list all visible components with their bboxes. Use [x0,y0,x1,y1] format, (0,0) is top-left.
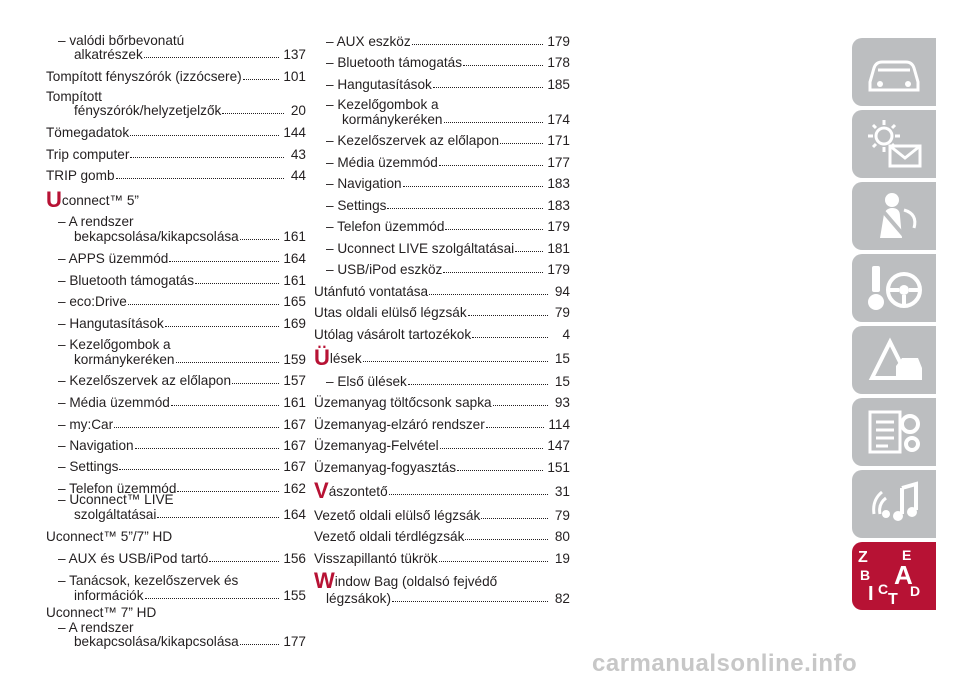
entry-text: Trip computer [46,147,130,162]
leader-dots [389,494,548,495]
page-number: 44 [290,168,306,183]
page-number: 177 [547,155,570,170]
leader-dots [468,315,548,316]
index-entry[interactable] [46,507,306,523]
page-number: 157 [283,373,306,388]
entry-text: – AUX eszköz [326,34,411,49]
entry-text: – Hangutasítások [326,77,432,92]
entry-text: – Hangutasítások [58,316,164,331]
index-entry[interactable] [46,551,306,567]
page-number: 114 [548,417,570,432]
leader-dots [240,644,280,645]
index-entry[interactable] [314,551,570,567]
page-number: 94 [554,284,570,299]
chapter-tab-lights-warnings[interactable] [852,110,936,178]
leader-dots [412,44,544,45]
entry-text: Tömegadatok [46,125,130,140]
car-icon [862,44,926,100]
page-number: 183 [547,198,570,213]
index-entry[interactable] [314,374,570,390]
index-letter-heading[interactable] [46,187,306,212]
index-letter-heading[interactable] [314,345,570,370]
entry-text: bekapcsolása/kikapcsolása [74,634,239,649]
index-entry[interactable] [46,573,306,589]
entry-text: – Navigation [326,176,402,191]
entry-text: – Első ülések [326,374,407,389]
page-number: 164 [283,507,306,522]
leader-dots [165,326,280,327]
entry-text: TRIP gomb [46,168,115,183]
chapter-tab-safety[interactable] [852,182,936,250]
entry-text: – APPS üzemmód [58,251,169,266]
leader-dots [176,362,280,363]
chapter-tab-starting-driving[interactable] [852,254,936,322]
page-number: 137 [283,47,306,62]
index-entry[interactable] [314,262,570,278]
page-number: 185 [547,77,570,92]
page-number: 179 [547,219,570,234]
entry-text: – Settings [326,198,387,213]
index-entry[interactable] [314,591,570,607]
index-entry[interactable] [314,417,570,433]
leader-dots [114,427,279,428]
page-number: 179 [547,34,570,49]
key-steering-icon [862,260,926,316]
entry-text: – Telefon üzemmód [326,219,445,234]
leader-dots [209,561,279,562]
index-letter: V [314,478,329,503]
leader-dots [387,208,543,209]
leader-dots [169,261,279,262]
page-number: 161 [283,273,306,288]
index-entry[interactable] [314,198,570,214]
index-entry[interactable] [46,147,306,163]
leader-dots [444,122,544,123]
leader-dots [145,598,280,599]
index-entry[interactable] [314,155,570,171]
page-number: 15 [554,351,570,366]
page-number: 165 [283,294,306,309]
entry-text: bekapcsolása/kikapcsolása [74,229,239,244]
index-entry[interactable] [46,273,306,289]
entry-text: Tompított [46,89,102,104]
chapter-tab-maintenance[interactable] [852,398,936,466]
page-number: 177 [283,634,306,649]
index-letter: W [314,568,335,593]
leader-dots [440,448,544,449]
page-number: 144 [283,125,306,140]
index-entry[interactable] [46,47,306,63]
leader-dots [443,272,543,273]
entry-text: alkatrészek [74,47,143,62]
page-number: 79 [554,305,570,320]
page-number: 79 [554,508,570,523]
leader-dots [439,561,548,562]
entry-text: – Bluetooth támogatás [326,55,463,70]
entry-text: – valódi bőrbevonatú [58,33,185,48]
page-number: 167 [283,459,306,474]
index-entry[interactable] [314,508,570,524]
entry-text: Utas oldali elülső légzsák [314,305,467,320]
entry-text: fényszórók/helyzetjelzők [74,103,222,118]
index-entry[interactable] [314,55,570,71]
leader-dots [128,304,280,305]
index-entry[interactable] [46,438,306,454]
entry-text: – A rendszer [58,214,134,229]
page-number: 4 [562,327,570,342]
lights-warning-icon [862,116,926,172]
leader-dots [222,113,284,114]
index-entry[interactable] [46,492,306,508]
entry-text: – Kezelőgombok a [58,337,171,352]
index-letter-heading[interactable] [314,478,570,503]
index-entry[interactable] [46,294,306,310]
entry-text: – AUX és USB/iPod tartó [58,551,209,566]
index-entry[interactable] [46,605,306,621]
leader-dots [171,405,279,406]
index-entry[interactable] [314,438,570,454]
page-number: 161 [283,395,306,410]
index-entry[interactable] [46,529,306,545]
page-number: 167 [283,417,306,432]
page-number: 164 [283,251,306,266]
page-number: 167 [283,438,306,453]
entry-text: – Navigation [58,438,134,453]
leader-dots [433,87,544,88]
leader-dots [135,448,280,449]
leader-dots [116,178,285,179]
leader-dots [363,361,548,362]
index-entry[interactable] [314,529,570,545]
index-letter: Ü [314,345,330,370]
entry-text: kormánykeréken [342,112,443,127]
index-entry[interactable] [314,460,570,476]
index-entry[interactable] [46,634,306,650]
page-number: 183 [547,176,570,191]
leader-dots [232,383,279,384]
index-entry[interactable] [46,588,306,604]
index-entry[interactable] [46,373,306,389]
index-entry[interactable] [46,229,306,245]
entry-text: információk [74,588,144,603]
index-entry[interactable] [46,214,306,230]
page-number: 80 [554,529,570,544]
leader-dots [515,251,543,252]
page-number: 181 [547,241,570,256]
page-number: 159 [283,352,306,367]
index-letter-i: I [868,583,874,605]
entry-text: Üzemanyag-fogyasztás [314,460,457,475]
page-number: 20 [290,103,306,118]
index-letter-heading[interactable] [314,568,570,593]
entry-text: – Uconnect™ LIVE [58,492,174,507]
leader-dots [463,65,543,66]
leader-dots [493,405,548,406]
entry-text: Üzemanyag-Felvétel [314,438,439,453]
entry-text: kormánykeréken [74,352,175,367]
index-entry[interactable] [314,241,570,257]
entry-text: szolgáltatásai [74,507,157,522]
leader-dots [486,427,545,428]
leader-dots [392,601,548,602]
index-entry[interactable] [314,97,570,113]
index-entry[interactable] [46,251,306,267]
index-entry[interactable] [314,77,570,93]
entry-text: Utánfutó vontatása [314,284,429,299]
leader-dots [144,57,280,58]
index-letter: U [46,187,62,212]
page-number: 156 [283,551,306,566]
page-number: 178 [547,55,570,70]
index-entry[interactable] [46,103,306,119]
leader-dots [465,539,548,540]
entry-text: Vezető oldali térdlégzsák [314,529,465,544]
index-letter-a: A [894,560,913,590]
entry-text: – Uconnect LIVE szolgáltatásai [326,241,515,256]
chapter-tab-car[interactable] [852,38,936,106]
index-entry[interactable] [314,327,570,343]
index-entry[interactable] [46,69,306,85]
page-number: 82 [554,591,570,606]
entry-text: – Kezelőszervek az előlapon [58,373,232,388]
page-number: 155 [283,588,306,603]
index-entry[interactable] [314,34,570,50]
entry-text: – Bluetooth támogatás [58,273,195,288]
leader-dots [243,79,280,80]
index-entry[interactable] [46,316,306,332]
leader-dots [240,239,280,240]
index-entry[interactable] [46,352,306,368]
index-entry[interactable] [46,395,306,411]
leader-dots [408,384,548,385]
entry-text: lések [329,351,362,366]
index-letter-e: E [902,547,912,563]
page-number: 147 [547,438,570,453]
index-icon [856,546,926,606]
leader-dots [130,135,279,136]
leader-dots [195,283,279,284]
index-entry[interactable] [46,125,306,141]
index-entry[interactable] [314,219,570,235]
leader-dots [500,143,543,144]
entry-text: Visszapillantó tükrök [314,551,438,566]
entry-text: Vezető oldali elülső légzsák [314,508,481,523]
entry-text: légzsákok) [326,591,391,606]
entry-text: – Kezelőszervek az előlapon [326,133,500,148]
index-letter-c: C [878,581,889,597]
entry-text: – Telefon üzemmód [58,481,177,496]
warning-triangle-car-icon [862,332,926,388]
page-number: 15 [554,374,570,389]
page-number: 31 [554,484,570,499]
index-entry[interactable] [314,112,570,128]
entry-text: ászontető [328,484,388,499]
index-entry[interactable] [46,459,306,475]
watermark: carmanualsonline.info [592,650,858,677]
page-number: 161 [283,229,306,244]
chapter-tab-emergency[interactable] [852,326,936,394]
page-number: 162 [283,481,306,496]
entry-text: Tompított fényszórók (izzócsere) [46,69,242,84]
index-entry[interactable] [314,133,570,149]
page-number: 169 [283,316,306,331]
page-number: 93 [554,395,570,410]
index-letter-d: D [910,583,921,599]
index-entry[interactable] [314,395,570,411]
entry-text: – my:Car [58,417,114,432]
chapter-tab-index[interactable] [852,542,936,610]
leader-dots [472,337,548,338]
entry-text: Üzemanyag töltőcsonk sapka [314,395,492,410]
entry-text: Uconnect™ 5”/7” HD [46,529,173,544]
entry-text: – Settings [58,459,119,474]
leader-dots [157,517,279,518]
leader-dots [457,470,543,471]
index-entry[interactable] [314,284,570,300]
entry-text: – USB/iPod eszköz [326,262,443,277]
page-number: 179 [547,262,570,277]
entry-text: Utólag vásárolt tartozékok [314,327,472,342]
page-number: 19 [554,551,570,566]
entry-text: – A rendszer [58,620,134,635]
leader-dots [429,294,548,295]
leader-dots [403,186,544,187]
entry-text: Üzemanyag-elzáró rendszer [314,417,485,432]
seatbelt-airbag-icon [862,188,926,244]
entry-text: – Média üzemmód [326,155,438,170]
entry-text: Uconnect™ 7” HD [46,605,157,620]
index-letter-z: Z [858,549,868,566]
leader-dots [130,157,284,158]
page-number: 43 [290,147,306,162]
index-letter-b: B [860,567,871,583]
index-entry[interactable] [314,176,570,192]
page-number: 174 [547,112,570,127]
index-entry[interactable] [314,305,570,321]
entry-text: – Tanácsok, kezelőszervek és [58,573,239,588]
service-list-icon [862,404,926,460]
page-number: 171 [547,133,570,148]
entry-text: connect™ 5” [61,193,139,208]
entry-text: – Kezelőgombok a [326,97,439,112]
multimedia-icon [862,476,926,532]
index-letter-t: T [888,591,898,606]
entry-text: – eco:Drive [58,294,127,309]
entry-text: – Média üzemmód [58,395,170,410]
page-number: 101 [283,69,306,84]
index-entry[interactable] [46,168,306,184]
leader-dots [119,469,279,470]
entry-text: indow Bag (oldalsó fejvédő [334,574,498,589]
index-entry[interactable] [46,417,306,433]
leader-dots [445,229,543,230]
leader-dots [481,518,548,519]
chapter-tab-multimedia[interactable] [852,470,936,538]
index-entry[interactable] [46,337,306,353]
leader-dots [439,165,543,166]
page-number: 151 [547,460,570,475]
